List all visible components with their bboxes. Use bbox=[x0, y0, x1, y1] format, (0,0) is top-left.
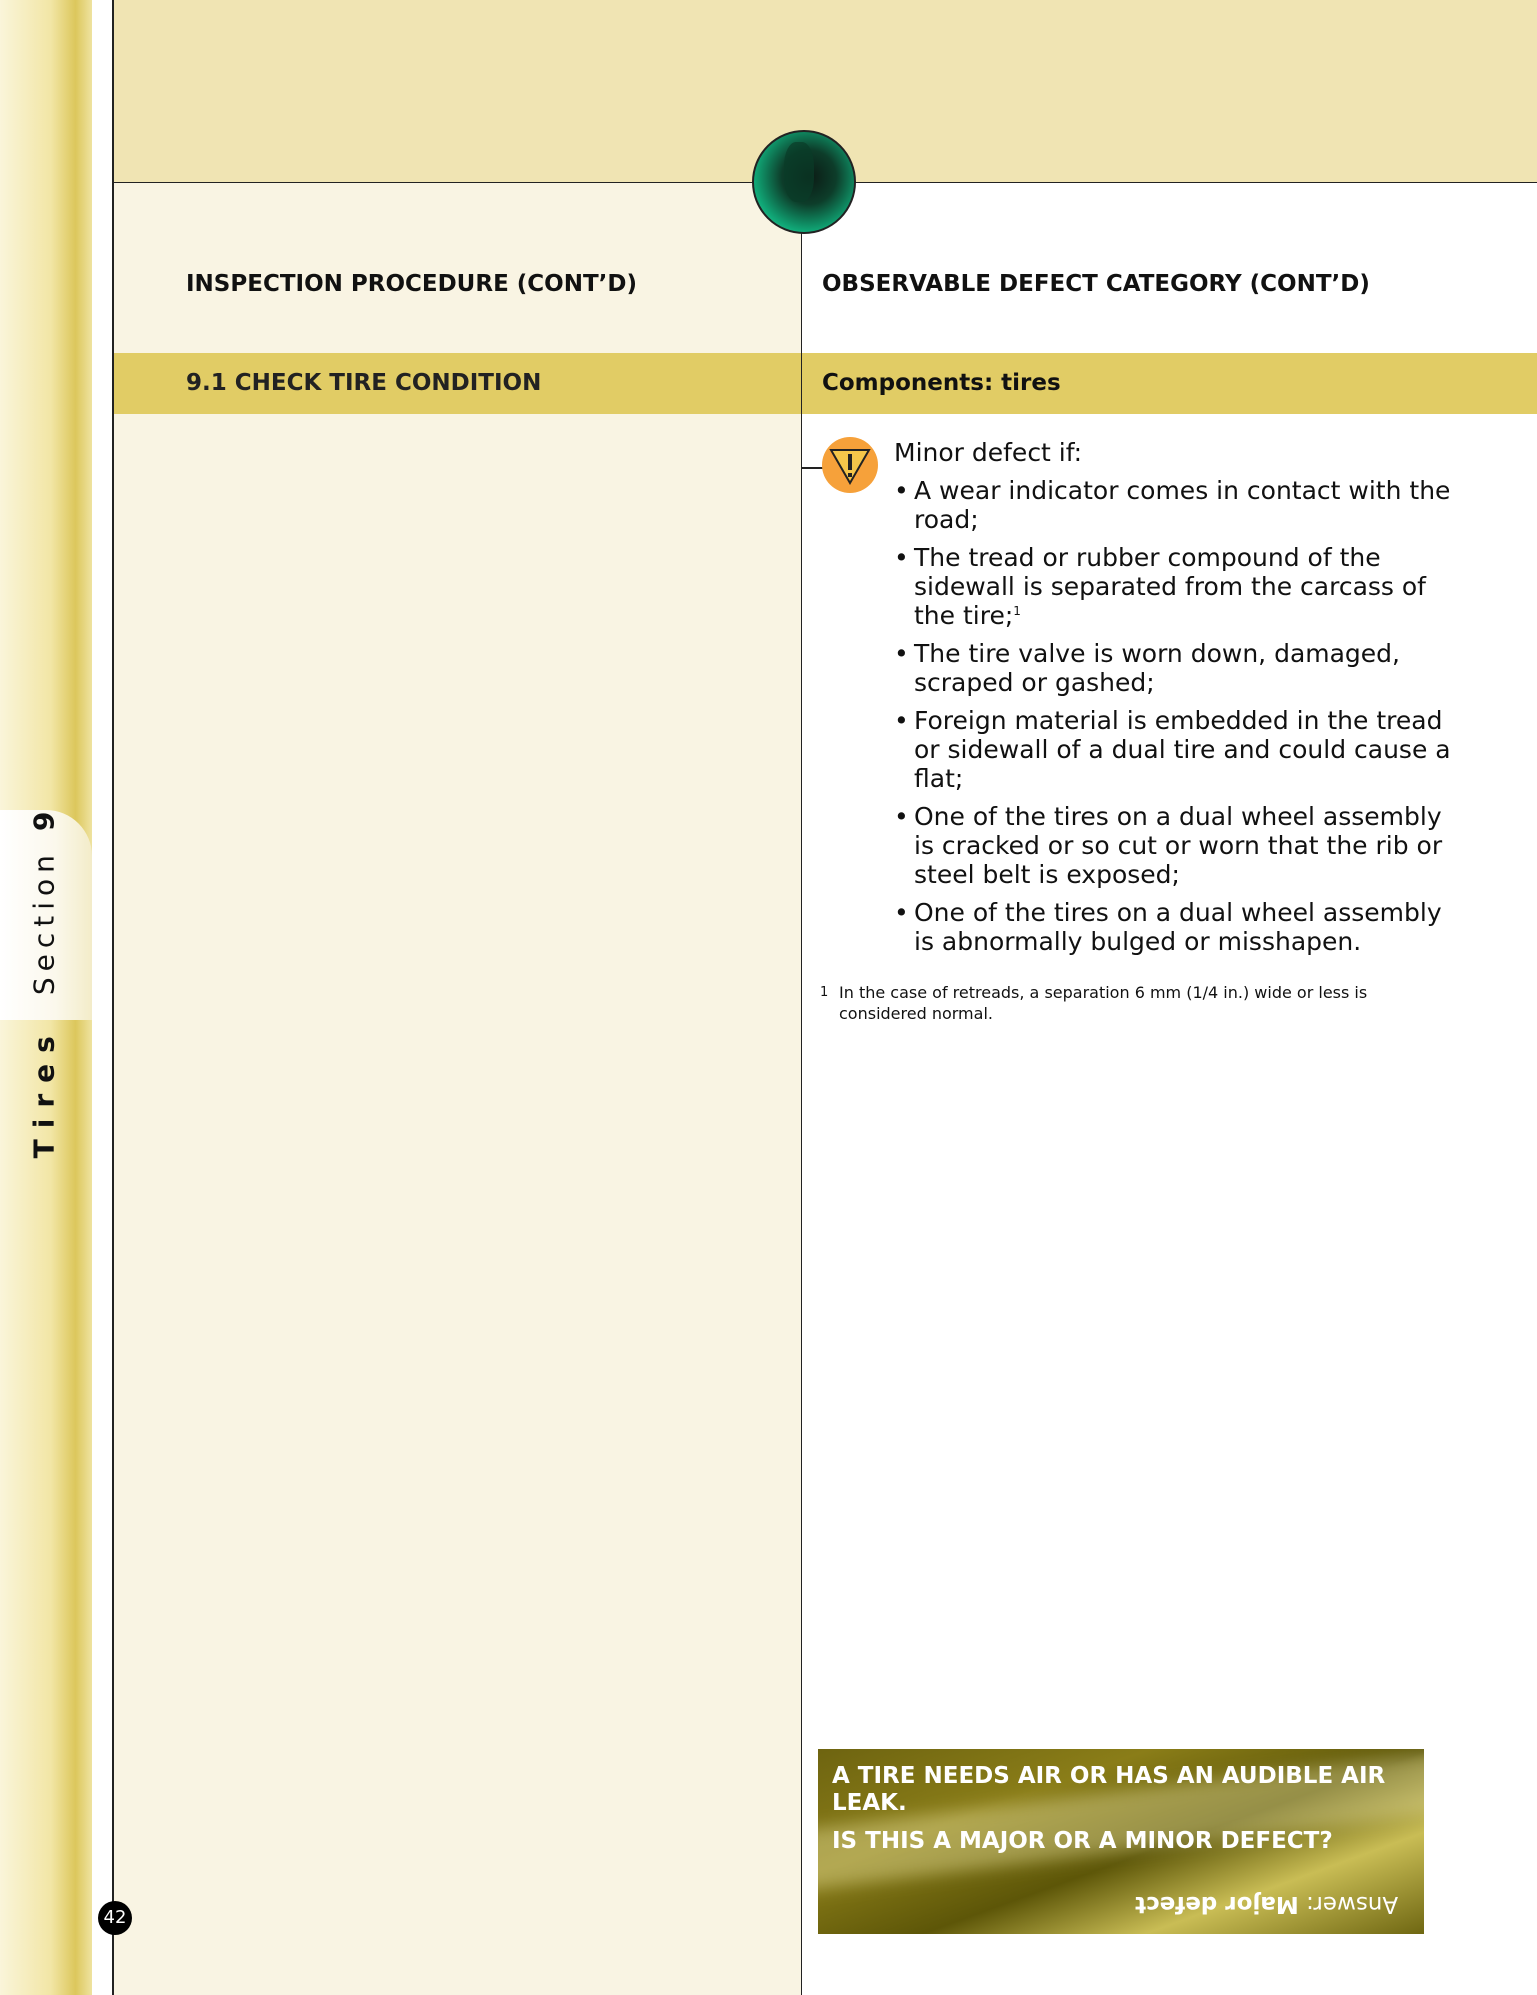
defect-items bbox=[894, 476, 1454, 956]
quiz-box bbox=[818, 1749, 1424, 1934]
page-number: 42 bbox=[98, 1901, 132, 1935]
section-tab bbox=[0, 0, 92, 1995]
section-tab-section: Section bbox=[27, 849, 61, 996]
section-tab-word: Tires bbox=[27, 1025, 61, 1159]
section-bar-divider bbox=[801, 353, 802, 414]
list-item: • A wear indicator comes in contact with the road; bbox=[894, 476, 1454, 534]
list-item: • Foreign material is embedded in the tread or sidewall of a dual tire and could cause a flat; bbox=[894, 706, 1454, 793]
warning-triangle-icon bbox=[822, 437, 878, 493]
left-column bbox=[114, 183, 801, 1995]
section-tab-label bbox=[28, 812, 61, 1159]
footnote-text: In the case of retreads, a separation 6 mm (1/4 in.) wide or less is considered normal. bbox=[839, 983, 1368, 1023]
minor-defect-title: Minor defect if: bbox=[894, 438, 1083, 467]
footnote-number: 1 bbox=[820, 985, 829, 1000]
section-tab-number: 9 bbox=[27, 811, 61, 832]
section-title: 9.1 CHECK TIRE CONDITION bbox=[186, 370, 542, 396]
footnote-ref: 1 bbox=[1013, 604, 1021, 618]
quiz-question-prompt: IS THIS A MAJOR OR A MINOR DEFECT? bbox=[832, 1828, 1333, 1854]
header-defect-category: OBSERVABLE DEFECT CATEGORY (CONT’D) bbox=[822, 271, 1370, 297]
quiz-answer-label: Answer: bbox=[1305, 1891, 1398, 1917]
column-divider bbox=[801, 182, 802, 1995]
list-item: • The tread or rubber compound of the sidewall is separated from the carcass of the tire;$^1$ bbox=[894, 543, 1454, 630]
quiz-question-scenario: A TIRE NEEDS AIR OR HAS AN AUDIBLE AIR LEAK. bbox=[832, 1763, 1386, 1816]
minor-defect-list bbox=[894, 438, 1454, 965]
header-inspection-procedure: INSPECTION PROCEDURE (CONT’D) bbox=[186, 271, 638, 297]
list-item: • One of the tires on a dual wheel assembly is abnormally bulged or misshapen. bbox=[894, 898, 1454, 956]
components-label: Components: tires bbox=[822, 370, 1061, 396]
list-item: • The tire valve is worn down, damaged, scraped or gashed; bbox=[894, 639, 1454, 697]
left-rule bbox=[112, 0, 114, 1995]
quiz-answer-value: Major defect bbox=[1134, 1891, 1299, 1917]
quiz-answer bbox=[1135, 1891, 1398, 1917]
footnote bbox=[820, 982, 1380, 1024]
list-item: • One of the tires on a dual wheel assembly is cracked or so cut or worn that the rib or steel belt is exposed; bbox=[894, 802, 1454, 889]
globe-icon bbox=[752, 130, 856, 234]
